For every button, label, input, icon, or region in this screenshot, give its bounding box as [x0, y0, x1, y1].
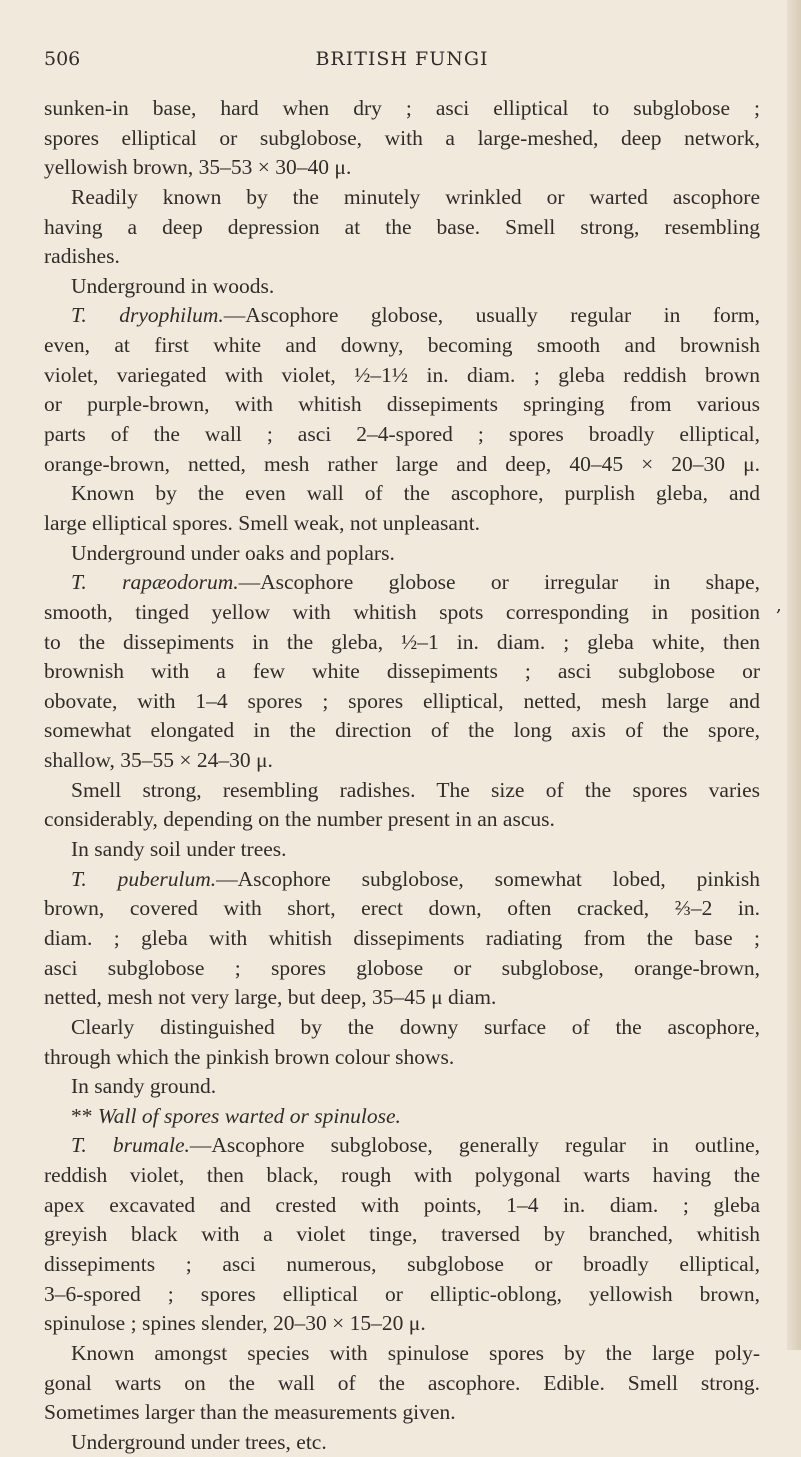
text-line: In sandy ground.: [71, 1074, 217, 1099]
text-line: T. puberulum.—Ascophore subglobose, somewhat lobed, pinkish: [71, 866, 760, 891]
text-line: large elliptical spores. Smell weak, not unpleasant.: [44, 510, 481, 535]
text-line: T. brumale.—Ascophore subglobose, generally regular in outline,: [71, 1133, 760, 1158]
text-line: Sometimes larger than the measurements given.: [44, 1400, 456, 1425]
text-line: ** Wall of spores warted or spinulose.: [71, 1103, 401, 1128]
margin-mark: ,: [776, 595, 782, 616]
text-line: Smell strong, resembling radishes. The size of the spores varies: [71, 777, 760, 802]
text-line: shallow, 35–55 × 24–30 μ.: [44, 748, 273, 773]
text-line: through which the pinkish brown colour shows.: [44, 1044, 455, 1069]
species-name: T. brumale.: [71, 1133, 190, 1158]
body-text: [44, 94, 760, 1457]
text-line: Underground under trees, etc.: [71, 1429, 327, 1454]
text-line: somewhat elongated in the direction of the long axis of the spore,: [44, 718, 760, 743]
text-line: brownish with a few white dissepiments ; asci subglobose or: [44, 659, 760, 684]
text-line: Readily known by the minutely wrinkled or warted ascophore: [71, 184, 760, 209]
text-line: parts of the wall ; asci 2–4-spored ; spores broadly elliptical,: [44, 422, 760, 447]
text-line: In sandy soil under trees.: [71, 837, 287, 862]
text-line: T. dryophilum.—Ascophore globose, usually regular in form,: [71, 303, 760, 328]
text-line: smooth, tinged yellow with whitish spots corresponding in position: [44, 599, 760, 624]
text-line: netted, mesh not very large, but deep, 35–45 μ diam.: [44, 985, 497, 1010]
text-line: radishes.: [44, 244, 120, 269]
text-line: reddish violet, then black, rough with polygonal warts having the: [44, 1163, 760, 1188]
text-line: Underground under oaks and poplars.: [71, 540, 395, 565]
species-name: T. rapæodorum.: [71, 570, 239, 595]
page-number: 506: [44, 48, 81, 70]
text-line: yellowish brown, 35–53 × 30–40 μ.: [44, 155, 352, 180]
text-line: orange-brown, netted, mesh rather large and deep, 40–45 × 20–30 μ.: [44, 451, 760, 476]
species-name: T. dryophilum.: [71, 303, 224, 328]
running-title: BRITISH FUNGI: [315, 48, 489, 70]
text-line: obovate, with 1–4 spores ; spores elliptical, netted, mesh large and: [44, 688, 760, 713]
page-edge: [787, 0, 801, 1350]
text-line: apex excavated and crested with points, 1–4 in. diam. ; gleba: [44, 1192, 760, 1217]
species-name: T. puberulum.: [71, 866, 217, 891]
text-line: brown, covered with short, erect down, often cracked, ⅔–2 in.: [44, 896, 760, 921]
text-line: to the dissepiments in the gleba, ½–1 in. diam. ; gleba white, then: [44, 629, 760, 654]
text-line: diam. ; gleba with whitish dissepiments radiating from the base ;: [44, 925, 760, 950]
text-line: asci subglobose ; spores globose or subglobose, orange-brown,: [44, 955, 760, 980]
text-line: greyish black with a violet tinge, traversed by branched, whitish: [44, 1222, 760, 1247]
text-line: Known by the even wall of the ascophore, purplish gleba, and: [71, 481, 760, 506]
text-line: having a deep depression at the base. Smell strong, resembling: [44, 214, 760, 239]
text-line: even, at first white and downy, becoming smooth and brownish: [44, 333, 760, 358]
text-line: Known amongst species with spinulose spores by the large poly-: [71, 1340, 760, 1365]
text-line: violet, variegated with violet, ½–1½ in. diam. ; gleba reddish brown: [44, 362, 760, 387]
text-line: or purple-brown, with whitish dissepiments springing from various: [44, 392, 760, 417]
text-line: dissepiments ; asci numerous, subglobose or broadly elliptical,: [44, 1251, 760, 1276]
text-line: Underground in woods.: [71, 273, 275, 298]
text-line: considerably, depending on the number present in an ascus.: [44, 807, 555, 832]
text-line: T. rapæodorum.—Ascophore globose or irregular in shape,: [71, 570, 760, 595]
text-line: gonal warts on the wall of the ascophore. Edible. Smell strong.: [44, 1370, 760, 1395]
text-line: sunken-in base, hard when dry ; asci elliptical to subglobose ;: [44, 96, 760, 120]
text-line: Clearly distinguished by the downy surface of the ascophore,: [71, 1014, 760, 1039]
text-line: 3–6-spored ; spores elliptical or elliptic-oblong, yellowish brown,: [44, 1281, 760, 1306]
page-header: [44, 48, 760, 74]
text-line: spores elliptical or subglobose, with a large-meshed, deep network,: [44, 125, 760, 150]
text-line: spinulose ; spines slender, 20–30 × 15–20 μ.: [44, 1311, 426, 1336]
